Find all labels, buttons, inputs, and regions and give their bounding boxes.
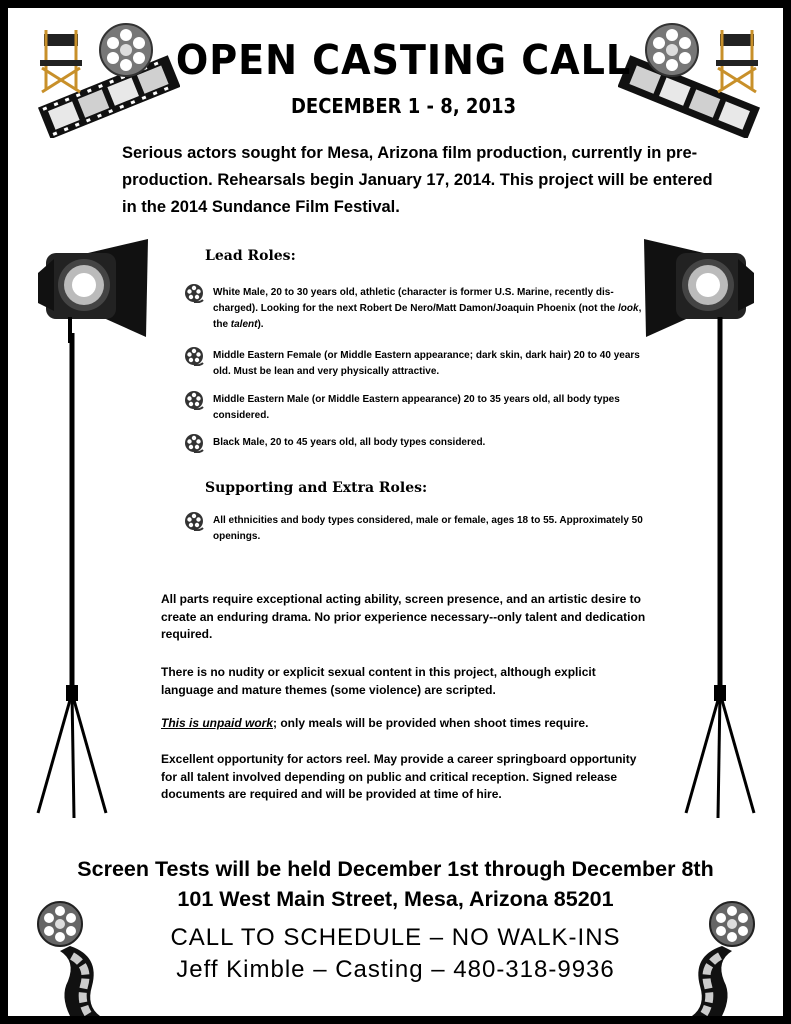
flyer-page [8, 8, 783, 1016]
casting-dates: DECEMBER 1 - 8, 2013 [290, 94, 517, 118]
list-item [184, 513, 654, 545]
lead-role-4-text: Black Male, 20 to 45 years old, all body types considered. [213, 437, 486, 448]
list-item [184, 435, 654, 453]
intro-paragraph: Serious actors sought for Mesa, Arizona film production, currently in pre-production. Rehearsals begin January 17, 2014. This project will be entered in the 2014 Sundance Film Festival. [122, 144, 713, 216]
film-reel-bullet-icon [184, 511, 204, 531]
lead-role-2-text: Middle Eastern Female (or Middle Eastern appearance; dark skin, dark hair) 20 to 40 years old. Must be lean and very physically attractive. [213, 350, 640, 377]
schedule-notice: CALL TO SCHEDULE – NO WALK-INS [170, 924, 621, 951]
content-paragraph: There is no nudity or explicit sexual content in this project, although explicit language and mature themes (some violence) are scripted. [161, 665, 596, 697]
lead-role-3-text: Middle Eastern Male (or Middle Eastern appearance) 20 to 35 years old, all body types considered. [213, 394, 620, 421]
contact-block [8, 922, 783, 986]
list-item [184, 392, 654, 424]
screen-tests-address: 101 West Main Street, Mesa, Arizona 85201 [177, 887, 614, 911]
film-reel-bullet-icon [184, 283, 204, 303]
requirements-paragraph: All parts require exceptional acting ability, screen presence, and an artistic desire to create an enduring drama. No prior experience necessary--only talent and dedication required. [161, 592, 646, 641]
pay-paragraph: This is unpaid work; only meals will be provided when shoot times require. [161, 716, 589, 730]
opportunity-paragraph: Excellent opportunity for actors reel. May provide a career springboard opportunity for all talent involved depending on public and critical reception. Signed release documents are required and will be provided at time of hire. [161, 752, 637, 801]
film-reel-bullet-icon [184, 433, 204, 453]
screen-tests-dates: Screen Tests will be held December 1st through December 8th [77, 857, 714, 881]
lead-role-1-text: White Male, 20 to 30 years old, athletic (character is former U.S. Marine, recently dis-charged). Looking for the next Robert De Nero/Matt Damon/Joaquin Phoenix (not the look, the talent). [213, 287, 642, 330]
screen-tests-block [8, 854, 783, 914]
casting-contact: Jeff Kimble – Casting – 480-318-9936 [176, 956, 615, 983]
lead-roles-heading: Lead Roles: [205, 248, 296, 264]
film-reel-bullet-icon [184, 346, 204, 366]
supporting-role-text: All ethnicities and body types considered, male or female, ages 18 to 55. Approximately 50 openings. [213, 515, 643, 542]
supporting-roles-heading: Supporting and Extra Roles: [205, 480, 428, 496]
page-title: OPEN CASTING CALL [175, 36, 632, 84]
list-item [184, 348, 654, 380]
film-reel-bullet-icon [184, 390, 204, 410]
unpaid-notice: This is unpaid work [161, 716, 274, 730]
spotlight-stand-icon [28, 233, 158, 823]
list-item [184, 285, 654, 333]
